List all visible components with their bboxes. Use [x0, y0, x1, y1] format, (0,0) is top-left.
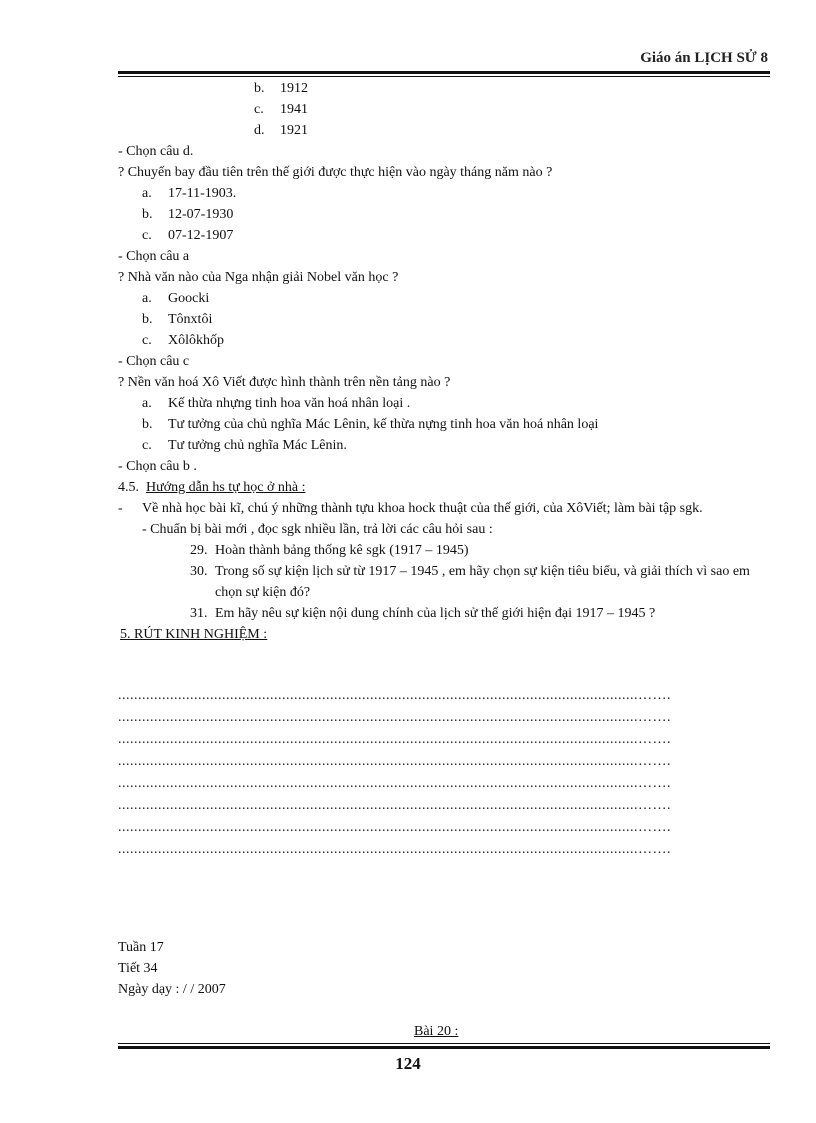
option-mark: c. — [142, 438, 152, 453]
homework-number: 4.5. — [118, 480, 139, 495]
option-text: Goocki — [168, 291, 210, 306]
question-text: Trong số sự kiện lịch sử từ 1917 – 1945 , em hãy chọn sự kiện tiêu biểu, và giải thích vì sao em chọn sự kiện đó? — [215, 564, 750, 600]
option-line — [118, 330, 778, 351]
option-line — [118, 393, 778, 414]
note-dotted-line: ..................................................................................................................................……. — [118, 842, 671, 857]
option-mark: c. — [254, 102, 264, 117]
header-rule-thin — [118, 76, 770, 77]
rut-kinh-nghiem-text: 5. RÚT KINH NGHIỆM : — [120, 627, 268, 642]
answer-line: - Chọn câu a — [118, 249, 190, 264]
option-line — [118, 204, 778, 225]
date-label: Ngày dạy : / / 2007 — [118, 982, 226, 997]
question-line: ? Nhà văn nào của Nga nhận giải Nobel văn học ? — [118, 270, 399, 285]
option-line — [118, 288, 778, 309]
option-line — [118, 99, 778, 120]
option-mark: b. — [254, 81, 265, 96]
question-text: Hoàn thành bảng thống kê sgk (1917 – 1945) — [215, 543, 469, 558]
bullet-dash: - — [118, 501, 123, 516]
week-label: Tuần 17 — [118, 940, 164, 955]
option-mark: c. — [142, 228, 152, 243]
prepare-line — [118, 519, 778, 540]
homework-heading: Hướng dẫn hs tự học ở nhà : — [146, 480, 306, 495]
option-text: Tư tưởng chủ nghĩa Mác Lênin. — [168, 438, 347, 453]
note-dotted-line: ..................................................................................................................................……. — [118, 710, 671, 725]
option-mark: d. — [254, 123, 265, 138]
document-body — [118, 78, 778, 645]
note-dotted-line: ..................................................................................................................................……. — [118, 820, 671, 835]
option-text: 12-07-1930 — [168, 207, 234, 222]
prepare-text: - Chuẩn bị bài mới , đọc sgk nhiều lần, trả lời các câu hỏi sau : — [142, 522, 493, 537]
homework-question — [118, 561, 778, 603]
footer-rule-thick — [118, 1046, 770, 1049]
homework-item-text: Về nhà học bài kĩ, chú ý những thành tựu khoa hock thuật của thế giới, của XôViết; làm bài tập sgk. — [142, 501, 703, 516]
option-text: 1921 — [280, 123, 308, 138]
question-line: ? Nền văn hoá Xô Viết được hình thành trên nền tảng nào ? — [118, 375, 451, 390]
homework-item — [118, 498, 778, 519]
option-text: 1941 — [280, 102, 308, 117]
answer-line: - Chọn câu b . — [118, 459, 197, 474]
option-text: Tônxtôi — [168, 312, 213, 327]
note-dotted-line: ..................................................................................................................................……. — [118, 776, 671, 791]
option-line — [118, 435, 778, 456]
option-line — [118, 78, 778, 99]
note-dotted-line: ..................................................................................................................................……. — [118, 754, 671, 769]
option-line — [118, 309, 778, 330]
option-mark: b. — [142, 417, 153, 432]
question-number: 30. — [190, 564, 208, 579]
note-dotted-line: ..................................................................................................................................……. — [118, 798, 671, 813]
note-dotted-line: ..................................................................................................................................……. — [118, 732, 671, 747]
option-text: Tư tưởng của chủ nghĩa Mác Lênin, kế thừa nựng tinh hoa văn hoá nhân loại — [168, 417, 599, 432]
option-mark: a. — [142, 396, 152, 411]
option-mark: b. — [142, 312, 153, 327]
option-line — [118, 225, 778, 246]
page-number: 124 — [395, 1054, 421, 1073]
lesson-title: Bài 20 : — [414, 1024, 459, 1039]
option-mark: c. — [142, 333, 152, 348]
question-number: 31. — [190, 606, 208, 621]
option-line — [118, 414, 778, 435]
option-mark: a. — [142, 186, 152, 201]
option-mark: b. — [142, 207, 153, 222]
option-text: Xôlôkhốp — [168, 333, 224, 348]
homework-question — [118, 603, 778, 624]
footer-info — [118, 937, 226, 1000]
option-text: 07-12-1907 — [168, 228, 234, 243]
note-dotted-line: ..................................................................................................................................……. — [118, 688, 671, 703]
question-line: ? Chuyến bay đầu tiên trên thế giới được thực hiện vào ngày tháng năm nào ? — [118, 165, 553, 180]
homework-question — [118, 540, 778, 561]
option-text: 1912 — [280, 81, 308, 96]
option-text: 17-11-1903. — [168, 186, 237, 201]
page-header-title: Giáo án LỊCH SỬ 8 — [640, 50, 768, 66]
option-text: Kế thừa nhựng tinh hoa văn hoá nhân loại . — [168, 396, 411, 411]
question-text: Em hãy nêu sự kiện nội dung chính của lịch sử thế giới hiện đại 1917 – 1945 ? — [215, 606, 656, 621]
option-line — [118, 120, 778, 141]
header-rule-thick — [118, 71, 770, 74]
option-mark: a. — [142, 291, 152, 306]
answer-line: - Chọn câu c — [118, 354, 190, 369]
period-label: Tiết 34 — [118, 961, 158, 976]
homework-heading-line — [118, 477, 778, 498]
option-line — [118, 183, 778, 204]
footer-rule-thin — [118, 1043, 770, 1044]
rut-kinh-nghiem-heading — [118, 624, 778, 645]
answer-line: - Chọn câu d. — [118, 144, 194, 159]
question-number: 29. — [190, 543, 208, 558]
